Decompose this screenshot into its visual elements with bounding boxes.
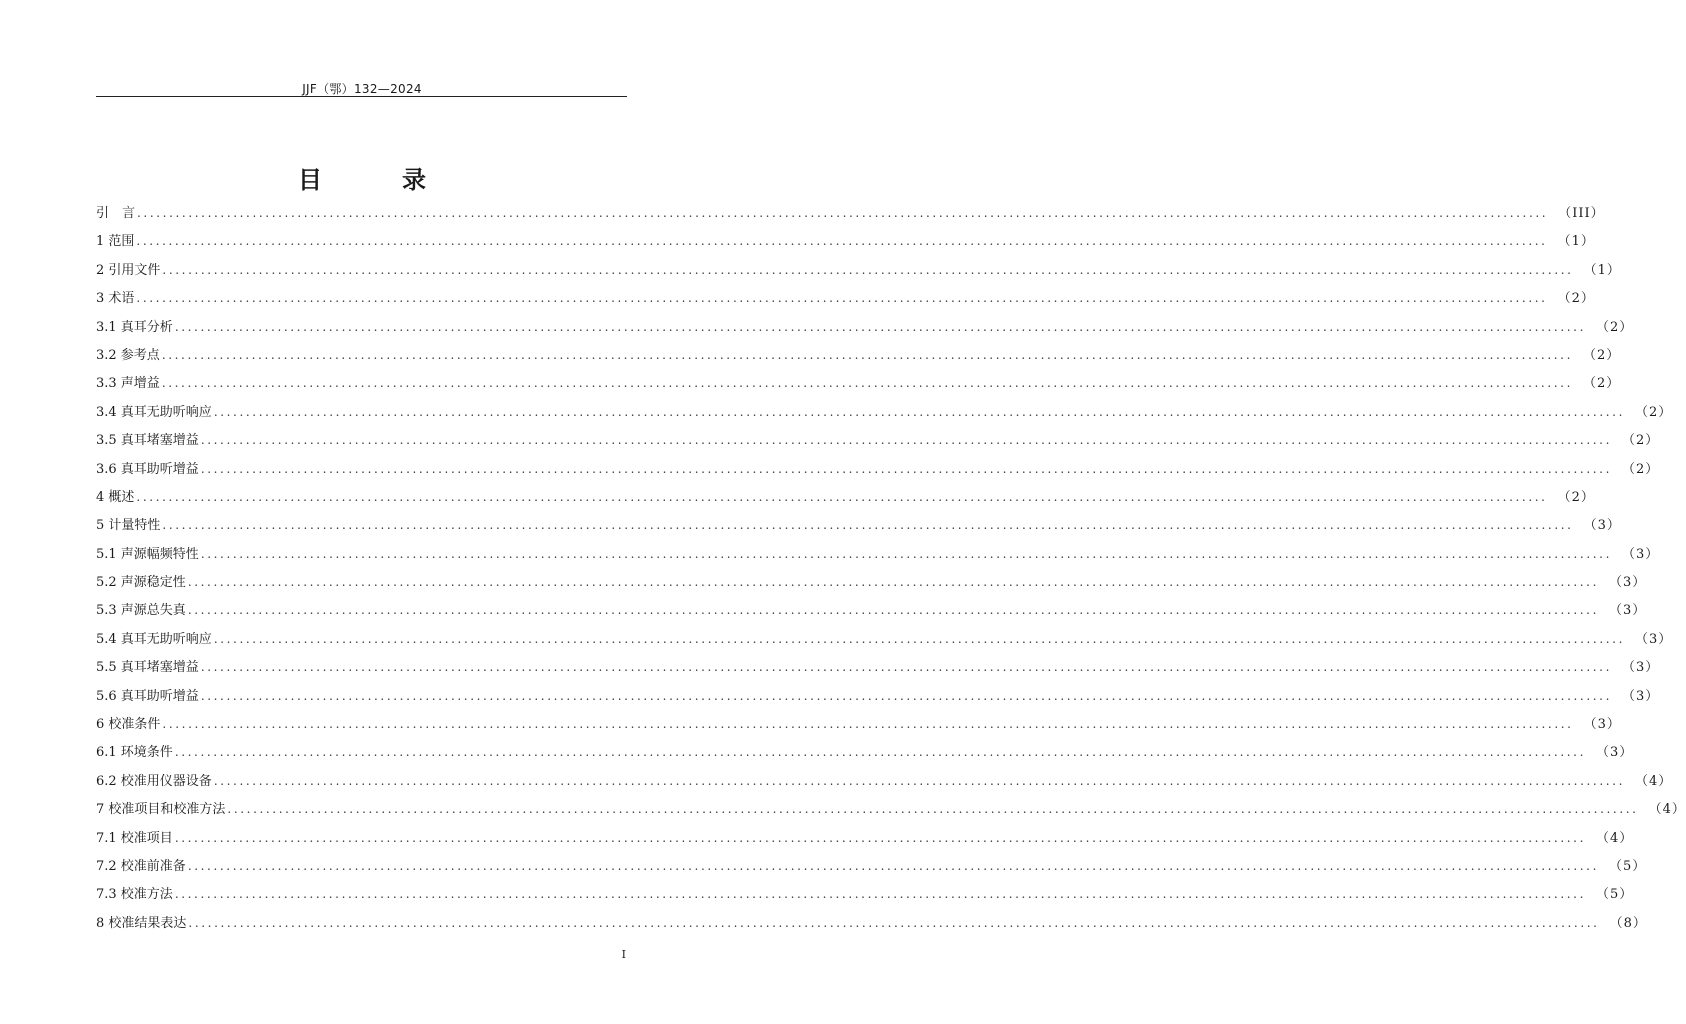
toc-dot-leader: ............................................................................................................................................................................................................................ bbox=[174, 887, 1586, 902]
header-rule bbox=[96, 96, 627, 97]
toc-entry[interactable] bbox=[96, 540, 1660, 568]
toc-entry-label: 5.3 声源总失真 bbox=[96, 603, 186, 619]
toc-entry[interactable] bbox=[96, 795, 1686, 823]
toc-entry-label: 2 引用文件 bbox=[96, 262, 161, 278]
toc-entry-label: 3 术语 bbox=[96, 291, 135, 307]
toc-entry-label: 5.5 真耳堵塞增益 bbox=[96, 660, 199, 676]
page-number: I bbox=[621, 948, 626, 961]
toc-entry-page: （3） bbox=[1622, 546, 1660, 562]
toc-entry-page: （1） bbox=[1557, 234, 1595, 250]
toc-dot-leader: ............................................................................................................................................................................................................................ bbox=[187, 603, 1599, 618]
toc-dot-leader: ............................................................................................................................................................................................................................ bbox=[187, 575, 1599, 590]
toc-dot-leader: ............................................................................................................................................................................................................................ bbox=[137, 206, 1549, 220]
toc-entry-page: （3） bbox=[1583, 518, 1621, 534]
toc-entry[interactable] bbox=[96, 199, 1605, 227]
toc-entry-label: 7.2 校准前准备 bbox=[96, 858, 186, 874]
toc-entry-page: （2） bbox=[1635, 404, 1673, 420]
toc-entry-label: 3.5 真耳堵塞增益 bbox=[96, 433, 199, 449]
toc-entry-page: （2） bbox=[1557, 291, 1595, 307]
toc-entry[interactable] bbox=[96, 738, 1634, 766]
toc-dot-leader: ............................................................................................................................................................................................................................ bbox=[174, 319, 1586, 334]
toc-entry-label: 3.4 真耳无助听响应 bbox=[96, 404, 212, 420]
toc-dot-leader: ............................................................................................................................................................................................................................ bbox=[161, 347, 1573, 362]
toc-dot-leader: ............................................................................................................................................................................................................................ bbox=[136, 489, 1548, 504]
toc-dot-leader: ............................................................................................................................................................................................................................ bbox=[162, 262, 1574, 277]
toc-dot-leader: ............................................................................................................................................................................................................................ bbox=[213, 631, 1625, 646]
toc-entry[interactable] bbox=[96, 511, 1621, 539]
toc-entry[interactable] bbox=[96, 341, 1621, 369]
toc-entry-label: 5 计量特性 bbox=[96, 518, 161, 534]
toc-entry-label: 1 范围 bbox=[96, 234, 135, 250]
toc-dot-leader: ............................................................................................................................................................................................................................ bbox=[200, 660, 1612, 675]
toc-entry-label: 3.3 声增益 bbox=[96, 376, 160, 392]
toc-entry[interactable] bbox=[96, 455, 1660, 483]
toc-entry-page: （2） bbox=[1622, 461, 1660, 477]
toc-entry[interactable] bbox=[96, 909, 1647, 937]
toc-entry-page: （1） bbox=[1583, 262, 1621, 278]
toc-entry-label: 3.6 真耳助听增益 bbox=[96, 461, 199, 477]
toc-entry-page: （3） bbox=[1609, 575, 1647, 591]
toc-entry-page: （2） bbox=[1583, 347, 1621, 363]
toc-dot-leader: ............................................................................................................................................................................................................................ bbox=[213, 404, 1625, 419]
toc-entry-page: （5） bbox=[1609, 858, 1647, 874]
table-of-contents bbox=[96, 199, 1686, 937]
toc-entry-page: （4） bbox=[1635, 773, 1673, 789]
toc-dot-leader: ............................................................................................................................................................................................................................ bbox=[200, 433, 1612, 448]
toc-entry-page: （4） bbox=[1596, 830, 1634, 846]
toc-entry[interactable] bbox=[96, 767, 1673, 795]
toc-entry-page: （3） bbox=[1622, 660, 1660, 676]
toc-entry[interactable] bbox=[96, 653, 1660, 681]
toc-entry-page: （2） bbox=[1583, 376, 1621, 392]
toc-dot-leader: ............................................................................................................................................................................................................................ bbox=[213, 773, 1625, 788]
document-header-code: JJF（鄂）132—2024 bbox=[302, 82, 422, 96]
toc-entry-label: 7 校准项目和校准方法 bbox=[96, 802, 226, 818]
toc-entry[interactable] bbox=[96, 256, 1621, 284]
toc-entry-page: （III） bbox=[1558, 206, 1605, 221]
toc-dot-leader: ............................................................................................................................................................................................................................ bbox=[162, 717, 1574, 732]
page-title: 目 录 bbox=[298, 166, 454, 195]
toc-entry-page: （4） bbox=[1648, 802, 1686, 818]
toc-dot-leader: ............................................................................................................................................................................................................................ bbox=[187, 858, 1599, 873]
toc-entry-label: 5.2 声源稳定性 bbox=[96, 575, 186, 591]
toc-dot-leader: ............................................................................................................................................................................................................................ bbox=[136, 291, 1548, 306]
toc-dot-leader: ............................................................................................................................................................................................................................ bbox=[188, 915, 1600, 930]
toc-entry-label: 5.1 声源幅频特性 bbox=[96, 546, 199, 562]
toc-dot-leader: ............................................................................................................................................................................................................................ bbox=[161, 376, 1573, 391]
toc-dot-leader: ............................................................................................................................................................................................................................ bbox=[136, 234, 1548, 249]
toc-entry-label: 3.1 真耳分析 bbox=[96, 319, 173, 335]
toc-entry-page: （2） bbox=[1622, 433, 1660, 449]
toc-entry[interactable] bbox=[96, 596, 1647, 624]
toc-entry[interactable] bbox=[96, 398, 1673, 426]
toc-entry-page: （3） bbox=[1596, 745, 1634, 761]
toc-entry[interactable] bbox=[96, 682, 1660, 710]
toc-entry[interactable] bbox=[96, 625, 1673, 653]
toc-entry-page: （8） bbox=[1609, 915, 1647, 931]
toc-dot-leader: ............................................................................................................................................................................................................................ bbox=[174, 745, 1586, 760]
toc-entry-page: （3） bbox=[1635, 631, 1673, 647]
toc-entry-label: 3.2 参考点 bbox=[96, 347, 160, 363]
toc-entry-label: 引 言 bbox=[96, 206, 136, 221]
toc-entry-label: 8 校准结果表达 bbox=[96, 915, 187, 931]
toc-entry-label: 6 校准条件 bbox=[96, 717, 161, 733]
toc-entry[interactable] bbox=[96, 824, 1634, 852]
toc-entry-page: （5） bbox=[1596, 887, 1634, 903]
toc-entry-label: 5.4 真耳无助听响应 bbox=[96, 631, 212, 647]
toc-entry-page: （3） bbox=[1622, 688, 1660, 704]
toc-dot-leader: ............................................................................................................................................................................................................................ bbox=[227, 802, 1639, 817]
toc-entry[interactable] bbox=[96, 710, 1621, 738]
toc-entry-label: 6.2 校准用仪器设备 bbox=[96, 773, 212, 789]
toc-entry[interactable] bbox=[96, 483, 1595, 511]
toc-dot-leader: ............................................................................................................................................................................................................................ bbox=[162, 518, 1574, 533]
toc-dot-leader: ............................................................................................................................................................................................................................ bbox=[200, 688, 1612, 703]
toc-entry-label: 4 概述 bbox=[96, 489, 135, 505]
toc-entry[interactable] bbox=[96, 426, 1660, 454]
toc-entry[interactable] bbox=[96, 852, 1647, 880]
toc-entry-label: 6.1 环境条件 bbox=[96, 745, 173, 761]
toc-entry[interactable] bbox=[96, 313, 1634, 341]
toc-entry[interactable] bbox=[96, 284, 1595, 312]
toc-entry[interactable] bbox=[96, 227, 1595, 255]
toc-entry[interactable] bbox=[96, 880, 1634, 908]
toc-entry-page: （2） bbox=[1557, 489, 1595, 505]
toc-entry-label: 7.3 校准方法 bbox=[96, 887, 173, 903]
toc-entry-label: 5.6 真耳助听增益 bbox=[96, 688, 199, 704]
toc-dot-leader: ............................................................................................................................................................................................................................ bbox=[174, 830, 1586, 845]
toc-entry-page: （3） bbox=[1583, 717, 1621, 733]
toc-dot-leader: ............................................................................................................................................................................................................................ bbox=[200, 546, 1612, 561]
toc-entry-page: （2） bbox=[1596, 319, 1634, 335]
toc-entry[interactable] bbox=[96, 568, 1647, 596]
toc-entry-label: 7.1 校准项目 bbox=[96, 830, 173, 846]
toc-entry[interactable] bbox=[96, 369, 1621, 397]
toc-entry-page: （3） bbox=[1609, 603, 1647, 619]
toc-dot-leader: ............................................................................................................................................................................................................................ bbox=[200, 461, 1612, 476]
